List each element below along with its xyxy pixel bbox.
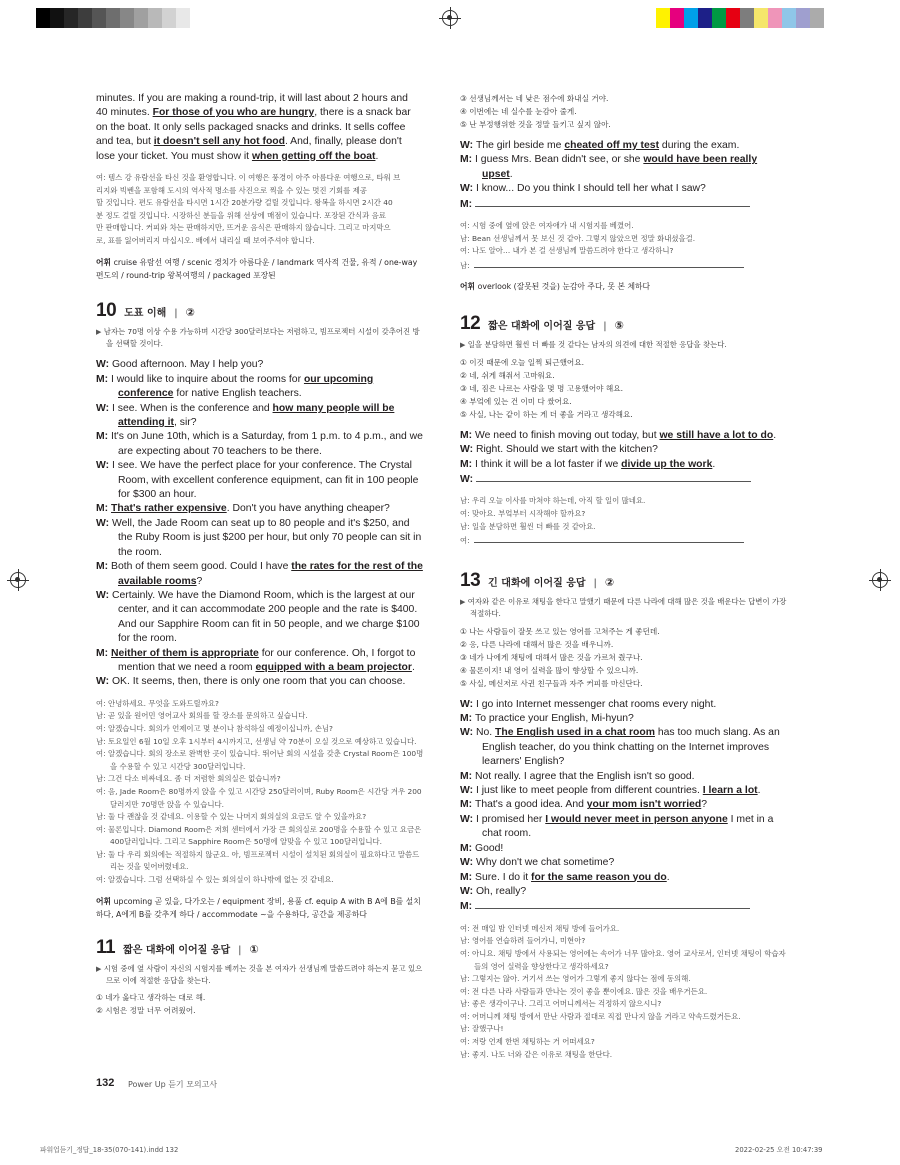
text-line: 남: 그렇지는 않아. 거기서 쓰는 영어가 그렇게 좋지 않다는 점에 동의해.	[460, 974, 691, 984]
vocab-text: cruise 유람선 여행 / scenic 경치가 아름다운 / landmark 역사적 건물, 유적 / one-way 편도의 / round-trip 왕복여행의 / packaged 포장된	[96, 257, 418, 280]
speaker-label: M:	[96, 503, 112, 515]
key-phrase: it doesn't sell any hot food	[153, 136, 285, 148]
text-run: I would like to inquire about the rooms for	[111, 373, 304, 385]
passage-line	[96, 121, 426, 135]
color-swatch	[740, 8, 754, 28]
section-11-dialogue	[460, 139, 790, 212]
right-column	[460, 92, 790, 1061]
vocab-head: 어휘	[96, 257, 112, 267]
section-13-note: ▶ 여자와 같은 이유로 채팅을 한다고 말했기 때문에 다른 나라에 대해 많은 것을 배운다는 답변이 가장 적절하다.	[460, 596, 787, 619]
color-swatch	[656, 8, 670, 28]
dialogue-line	[460, 856, 790, 870]
color-swatch	[106, 8, 120, 28]
answer-blank	[474, 258, 744, 268]
section-divider: |	[174, 307, 178, 319]
speaker-label: W:	[460, 698, 476, 710]
color-bar	[656, 8, 824, 28]
section-11-options-a	[96, 991, 426, 1017]
dialogue-line	[460, 899, 790, 914]
text-line: ⑤ 사실, 나는 같이 하는 게 더 좋을 거라고 생각해요.	[460, 409, 633, 419]
speaker-label: W:	[460, 474, 476, 486]
section-divider: |	[603, 321, 607, 333]
dialogue-line	[96, 647, 426, 676]
text-line: ② 시험은 정말 너무 어려웠어.	[96, 1006, 196, 1016]
section-13-dialogue	[460, 698, 790, 915]
passage-line	[96, 135, 426, 149]
speaker-label: W:	[96, 359, 112, 371]
answer-blank	[475, 899, 750, 909]
text-run: We need to finish moving out today, but	[475, 429, 660, 441]
dialogue-line	[96, 430, 426, 459]
text-line: 여: 안녕하세요. 무엇을 도와드릴까요?	[96, 698, 219, 708]
text-line: ② 응, 다른 나라에 대해서 많은 것을 배우니까.	[460, 639, 614, 649]
text-run: Oh, really?	[475, 885, 527, 897]
key-phrase: for the same reason you do	[531, 871, 667, 883]
text-run: .	[773, 429, 777, 441]
dialogue-line	[96, 373, 426, 402]
answer-blank	[476, 472, 751, 482]
speaker-label: M:	[96, 431, 112, 443]
speaker-label: W:	[460, 885, 476, 897]
text-line: ③ 선생님께서는 네 낮은 점수에 화내실 거야.	[460, 94, 609, 103]
section-number: 10	[96, 299, 117, 321]
section-10-translation	[96, 698, 426, 887]
dialogue-line	[460, 798, 790, 812]
dialogue-line	[96, 517, 426, 560]
text-line: 여: 알겠습니다. 회의가 언제이고 몇 분이나 참석하실 예정이십니까, 손님?	[96, 723, 333, 733]
key-phrase: would have been really upset	[482, 154, 758, 180]
page-number: 132	[96, 1077, 115, 1089]
text-run: Both of them seem good. Could I have	[111, 561, 292, 573]
text-run: I promised her	[475, 813, 546, 825]
key-phrase: cheated off my test	[564, 140, 660, 151]
text-run: .	[509, 168, 513, 180]
color-swatch	[64, 8, 78, 28]
section-12-note: ▶ 일을 분담하면 훨씬 더 빠를 것 같다는 남자의 의견에 대한 적절한 응답을 찾는다.	[460, 340, 727, 350]
text-run: That's a good idea. And	[475, 799, 587, 811]
text-line: ① 나는 사람들이 잘못 쓰고 있는 영어를 고쳐주는 게 좋던데.	[460, 626, 660, 636]
text-line: ③ 네, 짐은 나르는 사람을 몇 명 고용했어야 해요.	[460, 383, 623, 393]
timestamp-slug: 2022-02-25 오전 10:47:39	[735, 1146, 823, 1154]
dialogue-line	[460, 153, 790, 182]
registration-mark-top	[442, 10, 458, 26]
section-12-header	[460, 313, 790, 335]
text-run: I know... Do you think I should tell her what I saw?	[475, 183, 706, 195]
intro-translation	[96, 172, 426, 248]
text-run: To practice your English, Mi-hyun?	[475, 713, 634, 725]
key-phrase: That's rather expensive	[111, 503, 227, 515]
text-run: Not really. I agree that the English isn't so good.	[475, 770, 695, 782]
triangle-icon: ▶	[460, 597, 466, 606]
text-line: 남: 곧 있을 원어민 영어교사 회의를 할 장소를 문의하고 싶습니다.	[96, 711, 308, 721]
text-run: I just like to meet people from different countries.	[475, 785, 703, 797]
text-line: 남: 좋은 생각이구나. 그리고 어머니께서는 걱정하지 않으시니?	[460, 999, 662, 1009]
speaker-label: W:	[460, 857, 476, 869]
text-line: 여: 알겠습니다. 회의 장소로 완벽한 곳이 있습니다. 뛰어난 회의 시설을 갖춘 Crystal Room은 100명을 수용할 수 있고 시간당 300달러입니다.	[96, 749, 424, 771]
dialogue-line	[460, 443, 790, 457]
section-11-vocab	[460, 280, 790, 293]
dialogue-line	[460, 842, 790, 856]
text-line: 여: 전 매일 밤 인터넷 메신저 채팅 방에 들어가요.	[460, 923, 620, 933]
color-swatch	[768, 8, 782, 28]
text-run: , there is a snack bar	[314, 107, 411, 119]
dialogue-line	[460, 429, 790, 443]
dialogue-line	[460, 472, 790, 487]
text-line: 여:	[460, 533, 790, 548]
section-answer: ⑤	[614, 319, 624, 333]
section-title: 도표 이해	[124, 307, 167, 319]
text-run: I see. When is the conference and	[111, 402, 273, 414]
color-swatch	[782, 8, 796, 28]
section-13-header	[460, 570, 790, 592]
speaker-label: M:	[96, 373, 112, 385]
color-swatch	[78, 8, 92, 28]
triangle-icon: ▶	[460, 341, 466, 350]
triangle-icon: ▶	[96, 964, 102, 973]
intro-vocab	[96, 256, 426, 282]
color-swatch	[50, 8, 64, 28]
text-line: 여: 아니요. 채팅 방에서 사용되는 영어에는 속어가 너무 많아요. 영어 교사로서, 인터넷 채팅이 학습자들의 영어 실력을 향상한다고 생각하세요?	[460, 948, 786, 971]
text-line: ④ 물론이지! 내 영어 실력을 많이 향상할 수 있으니까.	[460, 665, 639, 675]
text-run: . And, finally, please don't	[284, 136, 402, 148]
passage-line	[96, 150, 426, 164]
dialogue-line	[460, 726, 790, 769]
speaker-label: W:	[460, 785, 476, 797]
text-line: 남: 좋지. 나도 너와 같은 이유로 채팅을 한단다.	[460, 1049, 613, 1059]
speaker-label: W:	[460, 444, 476, 456]
section-title: 긴 대화에 이어질 응답	[488, 577, 586, 589]
text-run: I think it will be a lot faster if we	[475, 458, 622, 470]
text-run: Good!	[475, 842, 504, 854]
registration-mark-right	[872, 572, 888, 588]
text-run: Well, the Jade Room can seat up to 80 people and it's $250, and the Ruby Room is just $200 per hour, but only 70 people can sit in the room.	[111, 517, 422, 558]
dialogue-line	[460, 712, 790, 726]
key-phrase: The English used in a chat room	[495, 727, 655, 739]
text-line: 여: 알겠습니다. 그럼 선택하실 수 있는 회의실이 하나밖에 없는 것 같네요.	[96, 875, 334, 885]
section-number: 11	[96, 936, 116, 958]
book-title: Power Up 듣기 모의고사	[128, 1080, 218, 1089]
color-swatch	[754, 8, 768, 28]
text-line: ③ 네가 나에게 채팅에 대해서 많은 것을 가르쳐 줬구나.	[460, 652, 643, 662]
passage-line	[96, 92, 426, 106]
text-run: The girl beside me	[475, 140, 565, 151]
speaker-label: M:	[460, 458, 476, 470]
text-line: ⑤ 난 부정행위한 것을 정말 들키고 싶지 않아.	[460, 120, 611, 129]
text-line: ⑤ 사실, 메신저로 사귄 친구들과 자주 커피를 마신단다.	[460, 678, 643, 688]
dialogue-line	[96, 589, 426, 647]
text-line: 남: 둘 다 괜찮을 것 같네요. 이용할 수 있는 나머지 회의실의 요금도 알 수 있을까요?	[96, 812, 367, 822]
answer-blank	[474, 533, 744, 543]
color-swatch	[698, 8, 712, 28]
text-line: 여: 시험 중에 옆에 앉은 여자애가 내 시험지를 베꼈어.	[460, 221, 634, 231]
dialogue-line	[460, 182, 790, 196]
color-swatch	[712, 8, 726, 28]
text-run: . Don't you have anything cheaper?	[226, 503, 390, 515]
left-column	[96, 92, 426, 1017]
section-number: 13	[460, 569, 481, 591]
color-swatch	[176, 8, 190, 28]
color-swatch	[810, 8, 824, 28]
color-swatch	[92, 8, 106, 28]
color-swatch	[670, 8, 684, 28]
dialogue-line	[460, 698, 790, 712]
dialogue-line	[96, 459, 426, 502]
text-line: 로, 표를 잃어버리지 마십시오. 배에서 내리실 때 보여주셔야 합니다.	[96, 236, 315, 245]
text-run: for native English teachers.	[173, 388, 302, 400]
speaker-label: W:	[96, 589, 112, 601]
speaker-label: M:	[96, 647, 112, 659]
color-swatch	[726, 8, 740, 28]
speaker-label: M:	[460, 871, 476, 883]
section-10-dialogue	[96, 358, 426, 689]
key-phrase: I learn a lot	[702, 785, 758, 797]
key-phrase: divide up the work	[621, 458, 713, 470]
text-line: 남: Bean 선생님께서 못 보신 것 같아. 그렇지 않았으면 정말 화내셨을걸.	[460, 233, 696, 243]
text-line: ① 이것 때문에 오늘 일찍 퇴근했어요.	[460, 357, 584, 367]
section-11-note: ▶ 시험 중에 옆 사람이 자신의 시험지를 베끼는 것을 본 여자가 선생님께 말씀드려야 하는지 묻고 있으므로 이에 적절한 응답을 찾는다.	[96, 963, 423, 986]
text-run: Why don't we chat sometime?	[475, 857, 615, 869]
passage-line	[96, 106, 426, 120]
text-line: 여: 물론입니다. Diamond Room은 저희 센터에서 가장 큰 회의실로 200명을 수용할 수 있고 요금은 400달러입니다. 그리고 Sapphire Room은 50명에 알맞을 수 있고 100달러입니다.	[96, 824, 422, 847]
dialogue-line	[460, 871, 790, 885]
section-11-header	[96, 937, 426, 959]
section-answer: ②	[604, 575, 615, 589]
text-line: 남: 일을 분담하면 훨씬 더 빠를 것 같아요.	[460, 521, 596, 531]
text-line: 남: 우리 오늘 이사를 마쳐야 하는데, 아직 할 일이 많네요.	[460, 496, 646, 506]
key-phrase: the rates for the rest of the available rooms	[118, 561, 423, 587]
text-run: .	[375, 150, 379, 162]
key-phrase: your mom isn't worried	[586, 799, 702, 811]
speaker-label: M:	[460, 154, 476, 166]
dialogue-line	[460, 458, 790, 472]
text-line: ④ 부엌에 있는 건 이미 다 쌌어요.	[460, 396, 572, 406]
section-11-options-b	[460, 92, 790, 131]
text-line: 할 것입니다. 편도 유람선을 타시면 1시간 20분가량 걸릴 것입니다. 왕복을 하시면 2시간 40	[96, 198, 393, 208]
text-run: .	[712, 458, 716, 470]
section-number: 12	[460, 313, 481, 335]
section-13-translation	[460, 923, 790, 1062]
text-run: It's on June 10th, which is a Saturday, from 1 p.m. to 4 p.m., and we are expecting about 70 teachers to be there.	[111, 431, 423, 457]
text-line: ④ 이번에는 네 실수를 눈감아 줄게.	[460, 107, 577, 116]
dialogue-line	[460, 813, 790, 842]
text-line: ① 네가 옳다고 생각하는 대로 해.	[96, 993, 206, 1003]
speaker-label: W:	[460, 813, 476, 825]
dialogue-line	[96, 502, 426, 516]
key-phrase: how many people will be attending it	[118, 402, 395, 429]
text-run: No.	[475, 727, 496, 739]
text-line: ② 네, 쉬게 해줘서 고마워요.	[460, 370, 555, 380]
dialogue-line	[460, 770, 790, 784]
section-13-options	[460, 625, 790, 690]
vocab-text: upcoming 곧 있을, 다가오는 / equipment 장비, 용품 cf. equip A with B A에 B를 설치하다, A에게 B를 갖추게 하다 / accommodate ~을 수용하다, 공간을 제공하다	[96, 896, 421, 919]
dialogue-line	[96, 560, 426, 589]
file-slug: 파워업듣기_정답_18-35(070-141).indd 132	[40, 1146, 179, 1154]
speaker-label: W:	[460, 183, 476, 195]
text-run: ?	[196, 575, 203, 587]
text-run: lose your ticket. You must show it	[96, 150, 252, 162]
section-10-note: ▶ 남자는 70명 이상 수용 가능하며 시간당 300달러보다는 저렴하고, 빔프로젝터 시설이 갖추어진 방을 선택할 것이다.	[96, 326, 420, 348]
text-run: I go into Internet messenger chat rooms every night.	[475, 698, 717, 710]
color-swatch	[796, 8, 810, 28]
speaker-label: W:	[460, 140, 476, 151]
text-run: OK. It seems, then, there is only one room that you can choose.	[111, 676, 406, 688]
dialogue-line	[460, 139, 790, 153]
section-11-translation	[460, 220, 790, 272]
section-divider: |	[593, 577, 597, 589]
color-swatch	[120, 8, 134, 28]
text-run: I met in a chat room.	[482, 813, 774, 840]
vocab-text: overlook (잘못된 것을) 눈감아 주다, 못 본 체하다	[477, 282, 651, 292]
text-line: 리지와 빅벤을 포함해 도시의 역사적 명소를 사진으로 찍을 수 있는 멋진 기회를 제공	[96, 185, 367, 195]
text-line: 여: 음, Jade Room은 80명까지 앉을 수 있고 시간당 250달러이며, Ruby Room은 시간당 겨우 200달러지만 70명만 앉을 수 있습니다.	[96, 786, 422, 809]
text-line: 여: 나도 알아… 내가 본 걸 선생님께 말씀드려야 한다고 생각하니?	[460, 246, 674, 256]
section-10-header	[96, 300, 426, 322]
color-swatch	[148, 8, 162, 28]
dialogue-line	[460, 885, 790, 899]
dialogue-line	[96, 402, 426, 431]
speaker-label: M:	[96, 561, 112, 573]
text-line: 남: 그건 다소 비싸네요. 좀 더 저렴한 회의실은 없습니까?	[96, 774, 281, 784]
text-run: Right. Should we start with the kitchen?	[475, 444, 658, 456]
key-phrase: For those of you who are hungry	[152, 107, 315, 119]
text-run: , sir?	[174, 417, 197, 429]
key-phrase: we still have a lot to do	[659, 429, 774, 441]
section-answer: ①	[249, 942, 259, 956]
section-12-translation	[460, 495, 790, 547]
speaker-label: W:	[96, 676, 112, 688]
color-swatch	[190, 8, 204, 28]
color-swatch	[684, 8, 698, 28]
triangle-icon: ▶	[96, 327, 102, 336]
section-12-options	[460, 356, 790, 421]
text-run: .	[757, 785, 761, 797]
text-run: Certainly. We have the Diamond Room, which is the largest at our center, and it can accommodate 200 people and the rate is $400. And our Sapphire Room can fit in 50 people, and we charge $100 for the room.	[111, 589, 420, 645]
speaker-label: M:	[460, 901, 476, 913]
section-title: 짧은 대화에 이어질 응답	[488, 321, 596, 333]
dialogue-line	[96, 358, 426, 372]
section-title: 짧은 대화에 이어질 응답	[123, 944, 231, 956]
text-run: 40 minutes.	[96, 107, 153, 119]
text-run: I guess Mrs. Bean didn't see, or she	[475, 154, 644, 166]
vocab-head: 어휘	[460, 282, 476, 292]
key-phrase: I would never meet in person anyone	[545, 813, 728, 825]
speaker-label: W:	[96, 517, 112, 529]
text-run: on the boat. It only sells packaged snacks and drinks. It sells coffee	[96, 121, 406, 133]
text-line: 남:	[460, 258, 790, 273]
speaker-label: W:	[96, 402, 112, 414]
dialogue-line	[96, 675, 426, 689]
section-12-dialogue	[460, 429, 790, 488]
text-line: 여: 어머니께 채팅 방에서 만난 사람과 절대로 직접 만나지 않을 거라고 약속드렸거든요.	[460, 1011, 741, 1021]
key-phrase: equipped with a beam projector	[255, 661, 412, 673]
text-run: minutes. If you are making a round-trip, it will last about 2 hours and	[96, 93, 408, 104]
speaker-label: M:	[460, 198, 476, 210]
answer-blank	[475, 197, 750, 207]
text-run: during the exam.	[659, 140, 740, 151]
text-run: has too much slang. As an English teacher, do you think chatting on the Internet improves learners' English?	[482, 727, 780, 768]
registration-mark-left	[10, 572, 26, 588]
text-line: 남: 영어를 연습하려 들어가니, 미현아?	[460, 936, 586, 946]
text-line: 남: 토요일인 6월 10일 오후 1시부터 4시까지고, 선생님 약 70분이 오실 것으로 예상하고 있습니다.	[96, 736, 417, 746]
speaker-label: M:	[460, 429, 476, 441]
text-run: Good afternoon. May I help you?	[111, 359, 264, 371]
speaker-label: M:	[460, 842, 476, 854]
dialogue-line	[460, 197, 790, 212]
section-divider: |	[238, 944, 242, 956]
intro-passage	[96, 92, 426, 164]
color-swatch	[36, 8, 50, 28]
speaker-label: M:	[460, 713, 476, 725]
section-answer: ②	[185, 305, 195, 319]
text-line: 남: 잘했구나!	[460, 1024, 504, 1034]
text-line: 여: 저랑 언제 한번 채팅하는 거 어떠세요?	[460, 1037, 595, 1047]
text-run: .	[666, 871, 670, 883]
vocab-head: 어휘	[96, 896, 112, 906]
speaker-label: W:	[96, 460, 112, 472]
speaker-label: M:	[460, 770, 476, 782]
text-run: for our conference. Oh, I forgot to mention that we need a room	[118, 647, 416, 673]
speaker-label: W:	[460, 727, 476, 739]
grayscale-bar	[36, 8, 204, 28]
speaker-label: M:	[460, 799, 476, 811]
text-run: and tea, but	[96, 136, 154, 148]
text-run: ?	[701, 799, 708, 811]
key-phrase: Neither of them is appropriate	[111, 647, 259, 659]
text-run: .	[411, 661, 415, 673]
text-line: 남: 둘 다 우리 회의에는 적절하지 않군요. 아, 빔프로젝터 시설이 설치된 회의실이 필요하다고 말씀드리는 것을 잊어버렸네요.	[96, 849, 420, 872]
color-swatch	[162, 8, 176, 28]
section-10-vocab	[96, 895, 426, 921]
text-run: I see. We have the perfect place for your conference. The Crystal Room, with excellent conference equipment, can fit in 100 people for $300 an hour.	[111, 460, 419, 501]
key-phrase: when getting off the boat	[251, 150, 376, 162]
text-line: 여: 템스 강 유람선을 타신 것을 환영합니다. 이 여행은 풍경이 아주 아름다운 여행으로, 타워 브	[96, 173, 401, 183]
text-line: 만 판매합니다. 커피와 차는 판매하지만, 뜨거운 음식은 판매하지 않습니다. 그리고 마지막으	[96, 223, 391, 233]
text-line: 여: 맞아요. 부엌부터 시작해야 할까요?	[460, 509, 586, 519]
dialogue-line	[460, 784, 790, 798]
text-line: 여: 전 다른 나라 사람들과 만나는 것이 좋을 뿐이에요. 많은 것을 배우거든요.	[460, 986, 708, 996]
text-run: Sure. I do it	[475, 871, 532, 883]
color-swatch	[134, 8, 148, 28]
text-line: 분 정도 걸릴 것입니다. 시장하신 분들을 위해 선상에 매점이 있습니다. 포장된 간식과 음료	[96, 210, 386, 220]
key-phrase: our upcoming conference	[118, 373, 374, 400]
